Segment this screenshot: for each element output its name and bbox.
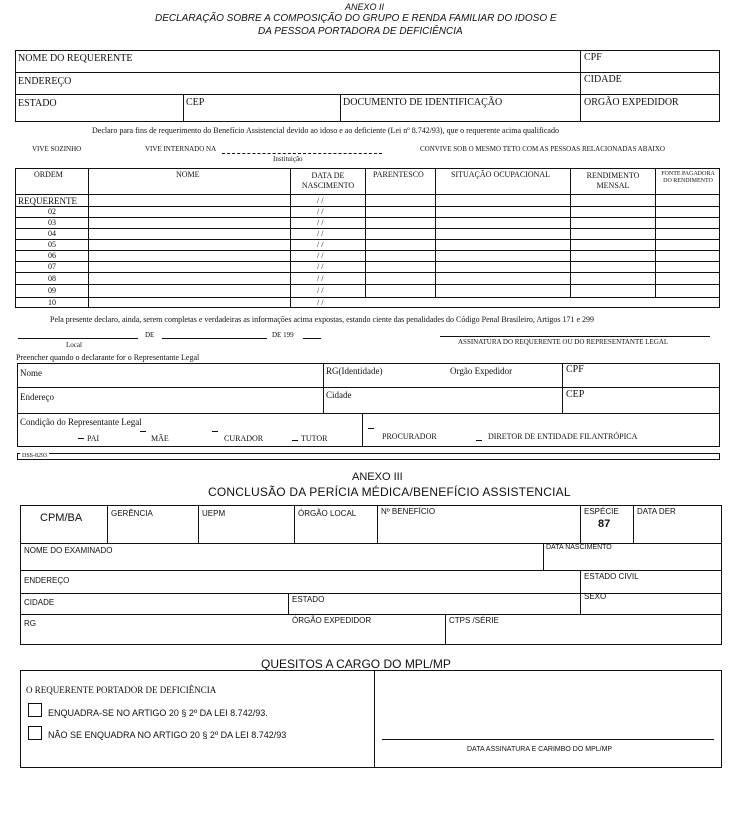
field-uepm[interactable]: UEPM	[202, 509, 226, 518]
annex-ii-label: ANEXO II	[345, 2, 385, 12]
annex-iii-label: ANEXO III	[352, 471, 403, 483]
option-vive-internado[interactable]: VIVE INTERNADO NA	[145, 145, 217, 153]
rep-option-procurador[interactable]: PROCURADOR	[382, 432, 437, 441]
field-nome-requerente[interactable]: NOME DO REQUERENTE	[18, 53, 133, 64]
date-mask[interactable]: / /	[317, 207, 324, 216]
field-gerencia[interactable]: GERÊNCIA	[111, 509, 153, 518]
rep-rg[interactable]: RG(Identidade)	[326, 366, 383, 376]
row-05: 05	[48, 240, 56, 249]
date-mask[interactable]: / /	[317, 298, 324, 307]
field-nome-examinado[interactable]: NOME DO EXAMINADO	[24, 546, 113, 555]
annex-iii-title: CONCLUSÃO DA PERÍCIA MÉDICA/BENEFÍCIO ASSISTENCIAL	[208, 485, 571, 499]
field-sexo[interactable]: SEXO	[584, 592, 607, 601]
field-cidade[interactable]: CIDADE	[584, 74, 622, 85]
row-03: 03	[48, 218, 56, 227]
date-mask[interactable]: / /	[317, 240, 324, 249]
field-data-der[interactable]: DATA DER	[637, 507, 676, 516]
th-nome: NOME	[176, 170, 200, 179]
especie-value: 87	[598, 518, 611, 530]
field-documento-identificacao[interactable]: DOCUMENTO DE IDENTIFICAÇÃO	[343, 97, 503, 108]
declaro-text: Declaro para fins de requerimento do Benefício Assistencial devido ao idoso e ao deficiente (Lei nº 8.742/93), que o requerente acima qualificado	[92, 126, 559, 135]
field-orgao-expedidor-examinado[interactable]: ÓRGÃO EXPEDIDOR	[292, 616, 372, 625]
form-code-strip	[17, 453, 720, 460]
date-mask[interactable]: / /	[317, 229, 324, 238]
row-09: 09	[48, 286, 56, 295]
rep-cpf[interactable]: CPF	[566, 364, 584, 375]
field-n-beneficio[interactable]: Nº BENEFÍCIO	[381, 507, 436, 516]
rep-cep[interactable]: CEP	[566, 389, 585, 400]
rep-nome[interactable]: Nome	[20, 368, 42, 378]
row-10: 10	[48, 298, 56, 307]
th-rendimento-mensal: RENDIMENTO MENSAL	[586, 171, 640, 190]
assinatura-requerente-label: ASSINATURA DO REQUERENTE OU DO REPRESENTANTE LEGAL	[458, 338, 669, 346]
row-requerente: REQUERENTE	[18, 196, 77, 206]
th-situacao-ocupacional: SITUAÇÃO OCUPACIONAL	[451, 170, 551, 179]
field-cpf[interactable]: CPF	[584, 52, 602, 63]
portador-label: O REQUERENTE PORTADOR DE DEFICIÊNCIA	[26, 685, 217, 695]
date-mask[interactable]: / /	[317, 262, 324, 271]
rep-condicao: Condição do Representante Legal	[20, 417, 142, 427]
quesitos-title: QUESITOS A CARGO DO MPL/MP	[261, 657, 451, 671]
field-estado-examinado[interactable]: ESTADO	[292, 595, 325, 604]
checkbox-nao-enquadra[interactable]	[28, 726, 42, 740]
rep-orgao[interactable]: Orgão Expedidor	[450, 366, 513, 376]
local-label: Local	[66, 341, 82, 349]
rep-cidade[interactable]: Cidade	[326, 390, 352, 400]
field-cep[interactable]: CEP	[186, 97, 205, 108]
field-estado[interactable]: ESTADO	[18, 98, 57, 109]
rep-option-mae[interactable]: MÃE	[151, 434, 169, 443]
th-fonte-pagadora: FONTE PAGADORA DO RENDIMENTO	[661, 171, 715, 184]
field-orgao-local[interactable]: ÓRGÃO LOCAL	[298, 509, 357, 518]
th-ordem: ORDEM	[34, 170, 63, 179]
field-ctps-serie[interactable]: CTPS /SÉRIE	[449, 616, 499, 625]
assinatura-mpl-label: DATA ASSINATURA E CARIMBO DO MPL/MP	[467, 746, 613, 753]
annex-ii-title-line1: DECLARAÇÃO SOBRE A COMPOSIÇÃO DO GRUPO E RENDA FAMILIAR DO IDOSO E	[155, 13, 557, 24]
field-data-nascimento[interactable]: DATA NASCIMENTO	[546, 544, 612, 551]
date-mask[interactable]: / /	[317, 218, 324, 227]
option-vive-sozinho[interactable]: VIVE SOZINHO	[32, 145, 82, 153]
de-label-2: DE 199	[272, 331, 294, 339]
rep-option-pai[interactable]: PAI	[87, 434, 100, 443]
date-mask[interactable]: / /	[317, 286, 324, 295]
field-cpm-ba[interactable]: CPM/BA	[40, 512, 83, 524]
option-enquadra: ENQUADRA-SE NO ARTIGO 20 § 2º DA LEI 8.742/93.	[48, 708, 268, 718]
field-rg[interactable]: RG	[24, 619, 36, 628]
rep-option-tutor[interactable]: TUTOR	[301, 434, 328, 443]
th-data-nascimento: DATA DE NASCIMENTO	[301, 171, 355, 190]
field-endereco-examinado[interactable]: ENDEREÇO	[24, 576, 70, 585]
field-estado-civil[interactable]: ESTADO CIVIL	[584, 572, 639, 581]
row-08: 08	[48, 274, 56, 283]
row-07: 07	[48, 262, 56, 271]
rep-endereco[interactable]: Endereço	[20, 392, 54, 402]
date-mask[interactable]: / /	[317, 251, 324, 260]
th-parentesco: PARENTESCO	[373, 170, 424, 179]
date-mask[interactable]: / /	[317, 196, 324, 205]
checkbox-enquadra[interactable]	[28, 703, 42, 717]
instituicao-label: Instituição	[273, 155, 303, 163]
preencher-text: Preencher quando o declarante for o Representante Legal	[16, 353, 200, 362]
field-orgao-expedidor[interactable]: ORGÃO EXPEDIDOR	[584, 97, 679, 108]
option-nao-enquadra: NÃO SE ENQUADRA NO ARTIGO 20 § 2º DA LEI 8.742/93	[48, 730, 287, 740]
form-code: DSS-8293	[22, 453, 48, 459]
pela-presente-text: Pela presente declaro, ainda, serem completas e verdadeiras as informações acima expostas, estando ciente das penalidades do Código Penal Brasileiro, Artigos 171 e 299	[50, 315, 595, 324]
row-02: 02	[48, 207, 56, 216]
field-endereco[interactable]: ENDEREÇO	[18, 76, 72, 87]
rep-option-diretor[interactable]: DIRETOR DE ENTIDADE FILANTRÓPICA	[488, 432, 638, 441]
row-06: 06	[48, 251, 56, 260]
field-cidade-examinado[interactable]: CIDADE	[24, 598, 55, 607]
de-label-1: DE	[145, 331, 155, 339]
option-convive[interactable]: CONVIVE SOB O MESMO TETO COM AS PESSOAS RELACIONADAS ABAIXO	[420, 145, 665, 153]
rep-option-curador[interactable]: CURADOR	[224, 434, 264, 443]
date-mask[interactable]: / /	[317, 274, 324, 283]
row-04: 04	[48, 229, 56, 238]
annex-ii-title-line2: DA PESSOA PORTADORA DE DEFICIÊNCIA	[258, 26, 463, 37]
field-especie: ESPÉCIE	[584, 507, 619, 516]
